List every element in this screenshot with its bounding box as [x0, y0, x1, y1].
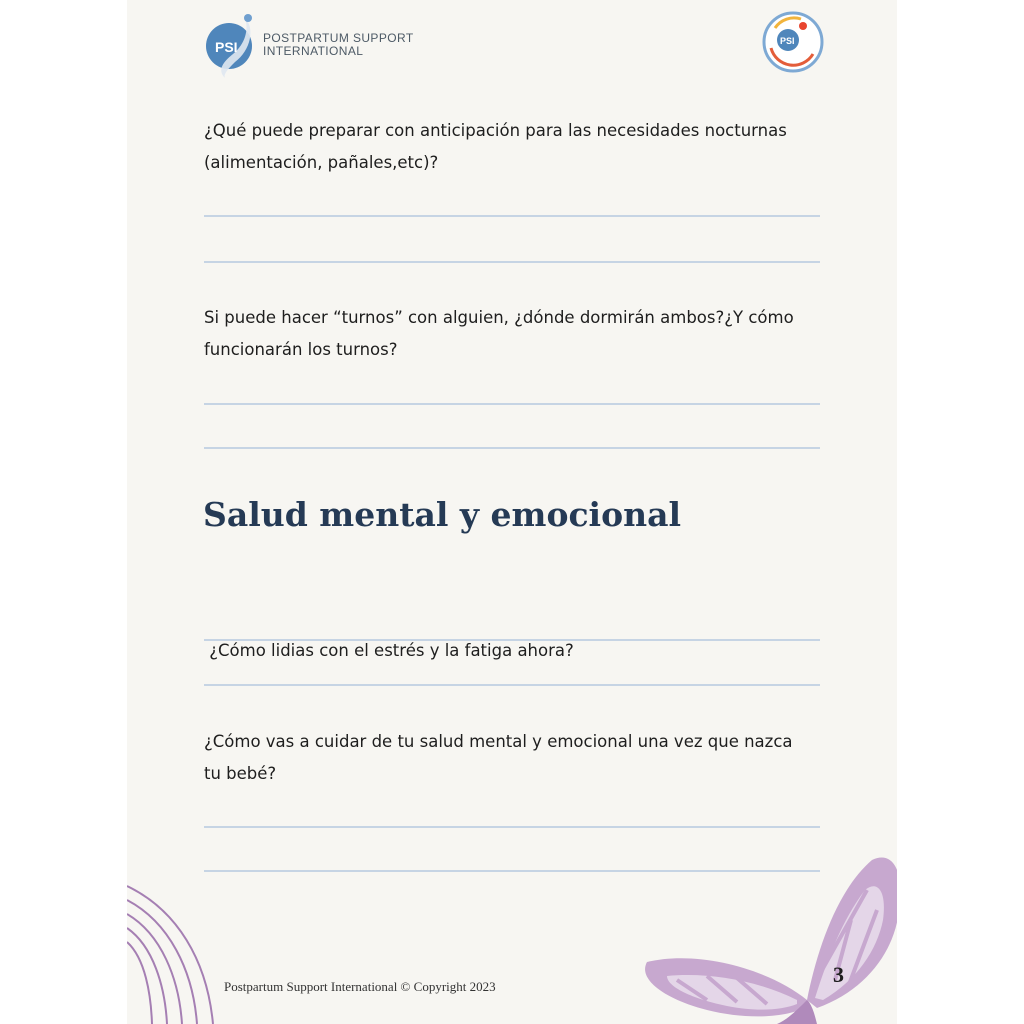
question-night-needs [204, 115, 824, 179]
decorative-arcs-icon [127, 880, 237, 1024]
question-mental-health [204, 726, 824, 790]
question-line: (alimentación, pañales,etc)? [204, 153, 439, 172]
copyright-footer: Postpartum Support International © Copyright 2023 [224, 979, 496, 994]
question-line: Si puede hacer “turnos” con alguien, ¿dónde dormirán ambos?¿Y cómo [204, 308, 794, 327]
question-stress [204, 571, 824, 731]
question-line: ¿Cómo lidias con el estrés y la fatiga ahora? [204, 641, 574, 660]
section-title: Salud mental y emocional [203, 495, 682, 534]
answer-line[interactable] [204, 826, 820, 828]
butterfly-icon [637, 850, 897, 1024]
page-number: 3 [833, 962, 844, 987]
question-line: ¿Cómo vas a cuidar de tu salud mental y emocional una vez que nazca [204, 732, 793, 751]
answer-line[interactable] [204, 639, 820, 641]
psi-logo [205, 10, 445, 80]
question-line: funcionarán los turnos? [204, 340, 398, 359]
psi-spanish-logo [761, 10, 825, 74]
question-line: tu bebé? [204, 764, 277, 783]
answer-line[interactable] [204, 215, 820, 217]
worksheet-page [127, 0, 897, 1024]
psi-logo-monogram: PSI [215, 39, 238, 55]
question-shifts [204, 302, 824, 366]
answer-line[interactable] [204, 403, 820, 405]
answer-line[interactable] [204, 684, 820, 686]
question-line: ¿Qué puede preparar con anticipación para las necesidades nocturnas [204, 121, 787, 140]
answer-line[interactable] [204, 447, 820, 449]
psi-logo-mark-icon [205, 10, 261, 80]
psi-logo-wordmark [263, 32, 414, 58]
answer-line[interactable] [204, 261, 820, 263]
psi-spanish-logo-icon [761, 10, 825, 74]
psi-logo-line1: POSTPARTUM SUPPORT [263, 31, 414, 45]
psi-spanish-logo-monogram: PSI [780, 36, 795, 46]
psi-logo-line2: INTERNATIONAL [263, 44, 364, 58]
